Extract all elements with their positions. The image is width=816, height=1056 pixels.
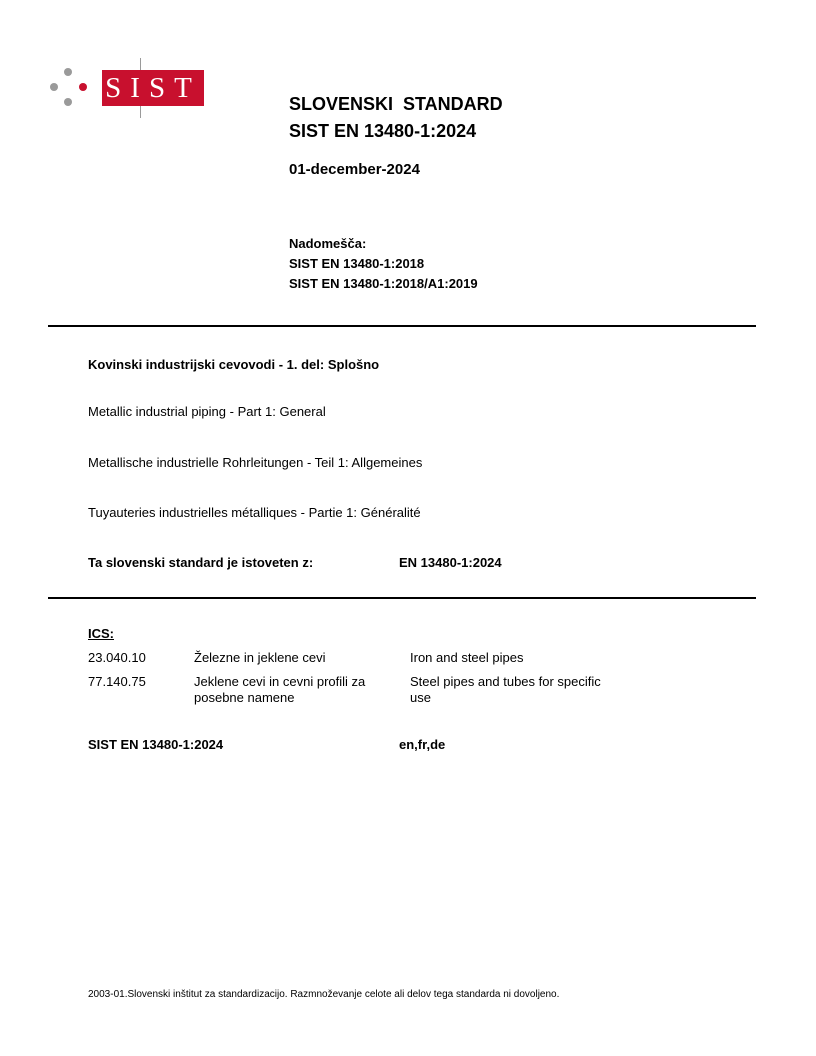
logo-dot-left bbox=[50, 83, 58, 91]
footer-standard-id: SIST EN 13480-1:2024 bbox=[88, 737, 224, 752]
footer-languages: en,fr,de bbox=[399, 737, 446, 752]
logo-dot-bottom bbox=[64, 98, 72, 106]
identical-label: Ta slovenski standard je istoveten z: bbox=[88, 555, 314, 570]
logo-wordmark: SIST bbox=[102, 70, 204, 106]
ics-description-sl: Jeklene cevi in cevni profili za posebne namene bbox=[194, 674, 366, 705]
title-french: Tuyauteries industrielles métalliques - Partie 1: Généralité bbox=[88, 505, 421, 520]
ics-description-en: Iron and steel pipes bbox=[410, 650, 524, 665]
identical-value: EN 13480-1:2024 bbox=[399, 555, 502, 570]
ics-code: 23.040.10 bbox=[88, 650, 146, 665]
ics-description-en: Steel pipes and tubes for specific use bbox=[410, 674, 601, 705]
replaces-item: SIST EN 13480-1:2018 bbox=[289, 256, 425, 271]
publication-date: 01-december-2024 bbox=[289, 161, 420, 178]
replaces-block bbox=[289, 234, 478, 294]
ics-description-sl: Železne in jeklene cevi bbox=[194, 650, 326, 665]
ics-code: 77.140.75 bbox=[88, 674, 146, 689]
ics-label: ICS: bbox=[88, 626, 114, 641]
divider-top bbox=[48, 325, 756, 327]
title-german: Metallische industrielle Rohrleitungen - Teil 1: Allgemeines bbox=[88, 455, 423, 470]
logo-dot-top bbox=[64, 68, 72, 76]
standard-type: SLOVENSKI STANDARD bbox=[289, 94, 503, 114]
standard-id: SIST EN 13480-1:2024 bbox=[289, 121, 477, 141]
divider-bottom bbox=[48, 597, 756, 599]
replaces-label: Nadomešča: bbox=[289, 236, 367, 251]
replaces-item: SIST EN 13480-1:2018/A1:2019 bbox=[289, 276, 478, 291]
title-english: Metallic industrial piping - Part 1: General bbox=[88, 404, 326, 419]
title-slovenian: Kovinski industrijski cevovodi - 1. del: Splošno bbox=[88, 357, 380, 372]
logo-dot-red bbox=[79, 83, 87, 91]
copyright-notice: 2003-01.Slovenski inštitut za standardizacijo. Razmnoževanje celote ali delov tega standarda ni dovoljeno. bbox=[88, 989, 560, 1000]
